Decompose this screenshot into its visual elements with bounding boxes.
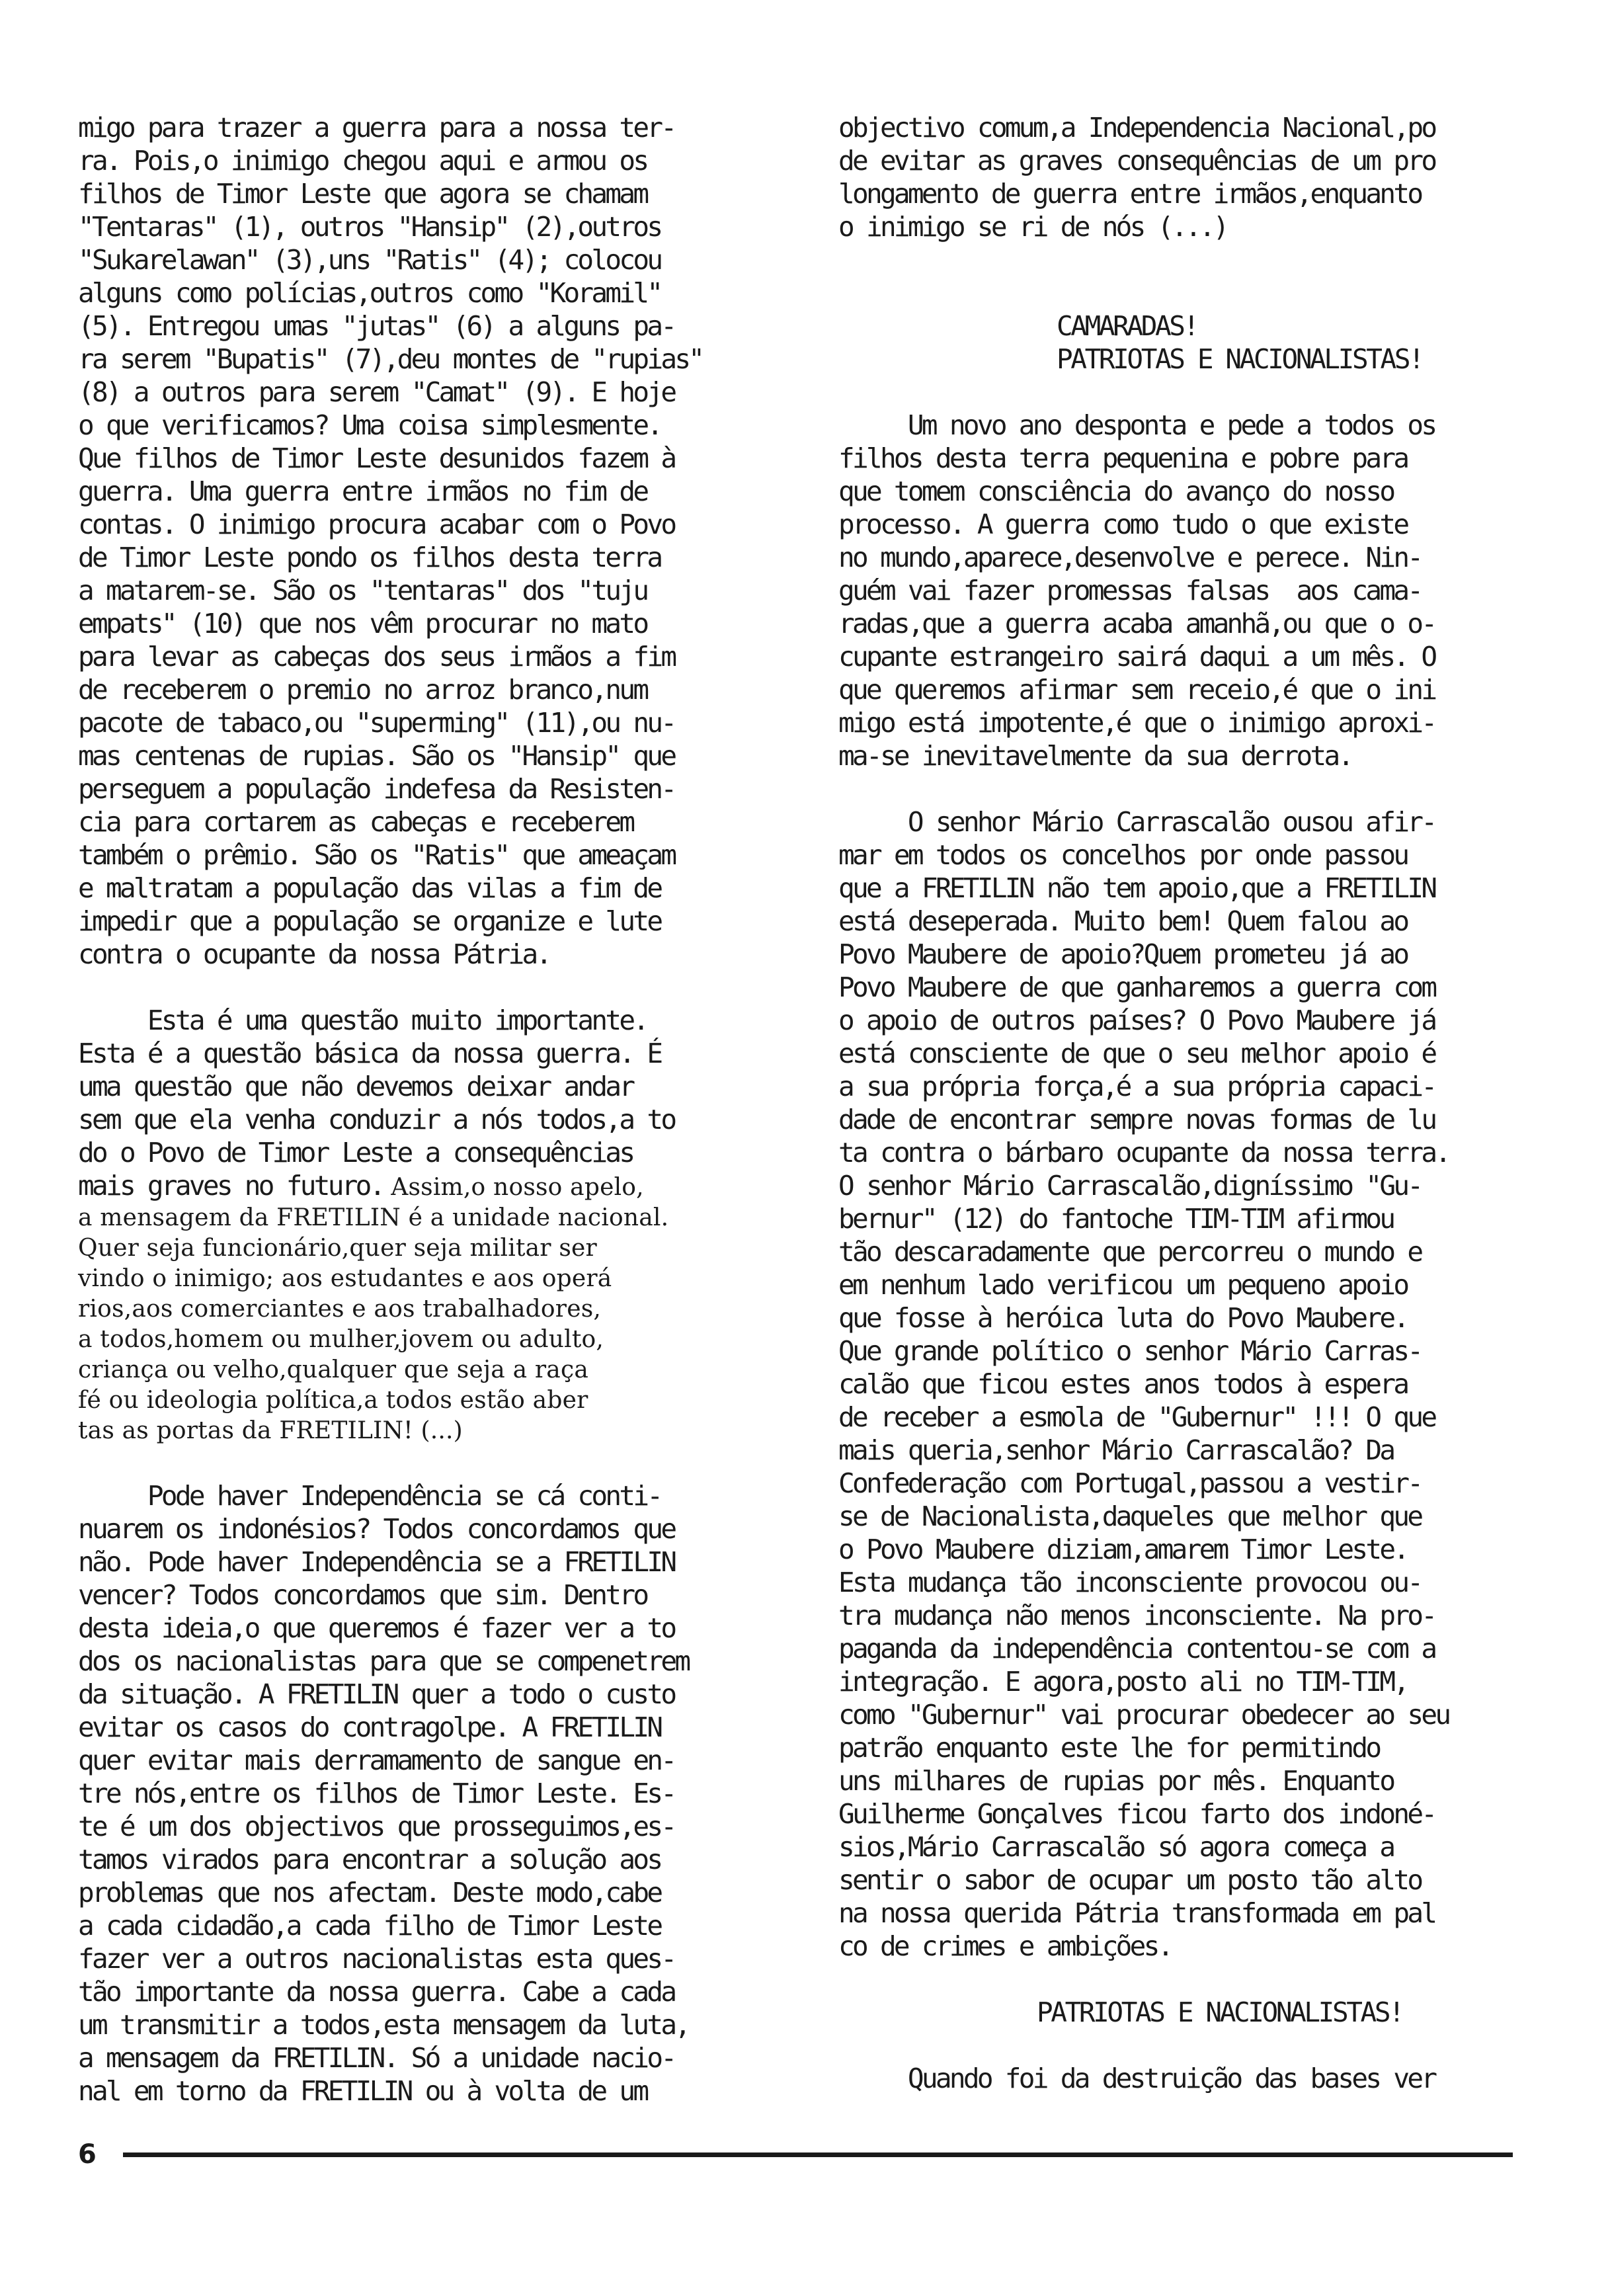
left-paragraph-2-serif-tail: Assim,o nosso apelo,: [383, 1174, 644, 1201]
footer-rule: [123, 2152, 1513, 2157]
right-paragraph-3: O senhor Mário Carrascalão ousou afir- mar em todos os concelhos por onde passou que a FRETILIN não tem apoio,que a FRETILIN está deseperada. Muito bem! Quem falou ao Povo Maubere de apoio?Quem prometeu já ao Povo Maubere de que ganharemos a guerra com o apoio de outros países? O Povo Maubere já está consciente de que o seu melhor apoio é a sua própria força,é a sua própria capaci- dade de encontrar sempre novas formas de lu ta contra o bárbaro ocupante da nossa terra. O senhor Mário Carrascalão,digníssimo "Gu- bernur" (12) do fantoche TIM-TIM afirmou tão descaradamente que percorreu o mundo e em nenhum lado verificou um pequeno apoio que fosse à heróica luta do Povo Maubere. Que grande político o senhor Mário Carras- calão que ficou estes anos todos à espera de receber a esmola de "Gubernur" !!! O que mais queria,senhor Mário Carrascalão? Da Confederação com Portugal,passou a vestir- se de Nacionalista,daqueles que melhor que o Povo Maubere diziam,amarem Timor Leste. Esta mudança tão inconsciente provocou ou- tra mudança não menos inconsciente. Na pro- paganda da independência contentou-se com a integração. E agora,posto ali no TIM-TIM, como "Gubernur" vai procurar obedecer ao seu patrão enquanto este lhe for permitindo uns milhares de rupias por mês. Enquanto Guilherme Gonçalves ficou farto dos indoné- sios,Mário Carrascalão só agora começa a sentir o sabor de ocupar um posto tão alto na nossa querida Pátria transformada em pal co de crimes e ambições.: [838, 806, 1449, 1962]
right-paragraph-4: Quando foi da destruição das bases ver: [838, 2063, 1435, 2094]
heading-camaradas: CAMARADAS!: [1057, 310, 1197, 342]
heading-patriotas-1: PATRIOTAS E NACIONALISTAS!: [1057, 343, 1423, 375]
heading-patriotas-2: PATRIOTAS E NACIONALISTAS!: [1037, 1996, 1403, 2028]
left-column: [78, 111, 805, 2108]
left-paragraph-2-text: Esta é uma questão muito importante. Esta é a questão básica da nossa guerra. É uma questão que não devemos deixar andar sem que ela venha conduzir a nós todos,a to do o Povo de Timor Leste a consequências mais graves no futuro.: [78, 1004, 675, 1202]
left-paragraph-1: migo para trazer a guerra para a nossa ter- ra. Pois,o inimigo chegou aqui e armou os filhos de Timor Leste que agora se chamam "Tentaras" (1), outros "Hansip" (2),outros "Sukarelawan" (3),uns "Ratis" (4); colocou alguns como polícias,outros como "Koramil" (5). Entregou umas "jutas" (6) a alguns pa- ra serem "Bupatis" (7),deu montes de "rupias" (8) a outros para serem "Camat" (9). E hoje o que verificamos? Uma coisa simplesmente. Que filhos de Timor Leste desunidos fazem à guerra. Uma guerra entre irmãos no fim de contas. O inimigo procura acabar com o Povo de Timor Leste pondo os filhos desta terra a matarem-se. São os "tentaras" dos "tuju empats" (10) que nos vêm procurar no mato para levar as cabeças dos seus irmãos a fim de receberem o premio no arroz branco,num pacote de tabaco,ou "superming" (11),ou nu- mas centenas de rupias. São os "Hansip" que perseguem a população indefesa da Resisten- cia para cortarem as cabeças e receberem também o prêmio. São os "Ratis" que ameaçam e maltratam a população das vilas a fim de impedir que a população se organize e lute contra o ocupante da nossa Pátria.: [78, 112, 703, 970]
right-paragraph-2: Um novo ano desponta e pede a todos os filhos desta terra pequenina e pobre para que tomem consciência do avanço do nosso processo. A guerra como tudo o que existe no mundo,aparece,desenvolve e perece. Nin- guém vai fazer promessas falsas aos cama- radas,que a guerra acaba amanhã,ou que o o- cupante estrangeiro sairá daqui a um mês. O que queremos afirmar sem receio,é que o ini migo está impotente,é que o inimigo aproxi- ma-se inevitavelmente da sua derrota.: [838, 409, 1435, 772]
left-paragraph-2-serif: a mensagem da FRETILIN é a unidade nacional. Quer seja funcionário,quer seja militar ser vindo o inimigo; aos estudantes e aos operá rios,aos comerciantes e aos trabalhadores, a todos,homem ou mulher,jovem ou adulto, criança ou velho,qualquer que seja a raça fé ou ideologia política,a todos estão aber tas as portas da FRETILIN! (...): [78, 1204, 669, 1444]
right-column: [838, 111, 1563, 2095]
page-footer: [78, 2141, 1513, 2168]
page-number: 6: [78, 2139, 95, 2170]
left-paragraph-2: [78, 1004, 805, 1203]
left-paragraph-3: Pode haver Independência se cá conti- nuarem os indonésios? Todos concordamos que não. Pode haver Independência se a FRETILIN vencer? Todos concordamos que sim. Dentro desta ideia,o que queremos é fazer ver a to dos os nacionalistas para que se compenetrem da situação. A FRETILIN quer a todo o custo evitar os casos do contragolpe. A FRETILIN quer evitar mais derramamento de sangue en- tre nós,entre os filhos de Timor Leste. Es- te é um dos objectivos que prosseguimos,es- tamos virados para encontrar a solução aos problemas que nos afectam. Deste modo,cabe a cada cidadão,a cada filho de Timor Leste fazer ver a outros nacionalistas esta ques- tão importante da nossa guerra. Cabe a cada um transmitir a todos,esta mensagem da luta, a mensagem da FRETILIN. Só a unidade nacio- nal em torno da FRETILIN ou à volta de um: [78, 1480, 689, 2107]
right-paragraph-1: objectivo comum,a Independencia Nacional,po de evitar as graves consequências de um pro longamento de guerra entre irmãos,enquanto o inimigo se ri de nós (...): [838, 112, 1435, 243]
